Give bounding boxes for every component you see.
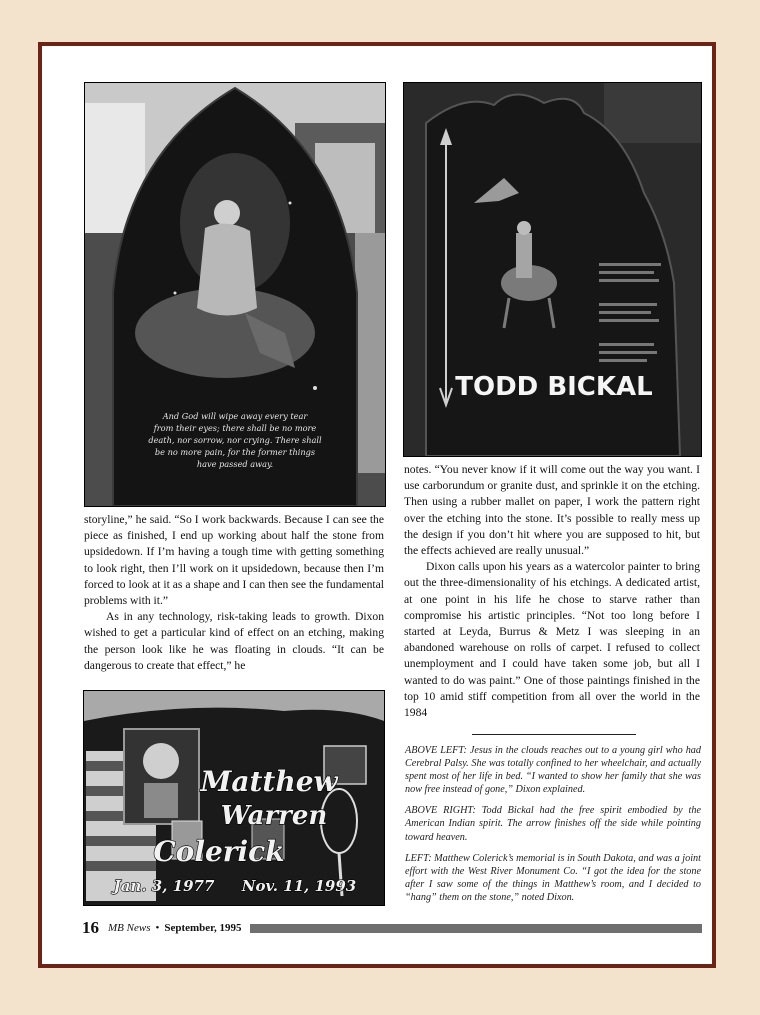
bickal-name-etching: TODD BICKAL — [455, 372, 653, 402]
caption-left: LEFT: Matthew Colerick’s memorial is in South Dakota, and was a joint effort with the West River Monument Co. “I got the idea for the stone after I saw some of the things in Matthew’s room, and I decided to “hang” them on the stone,” noted Dixon. — [405, 852, 701, 903]
publication-name: MB News — [108, 922, 151, 934]
caption-above-right: ABOVE RIGHT: Todd Bickal had the free spirit embodied by the American Indian spirit. The arrow finishes off the side while pointing toward heaven. — [405, 805, 701, 843]
footer-rule — [250, 924, 702, 933]
birth-date: Jan. 3, 1977 — [113, 877, 215, 895]
page-footer — [82, 918, 702, 938]
name-line-2: Warren — [220, 801, 328, 831]
name-line-3: Colerick — [153, 835, 285, 868]
article-paragraph: As in any technology, risk-taking leads to growth. Dixon wished to get a particular kind of effect on an etching, making the person look like he was floating in clouds. “It can be dangerous to create that effect,” he — [84, 610, 384, 672]
article-left-column — [84, 512, 384, 674]
article-paragraph: Dixon calls upon his years as a watercolor painter to bring out the three-dimensionality of his etchings. A dedicated artist, at one point in his life he chose to starve rather than compromise his artistic principles. “Not too long before I started at Leyda, Burrus & Metz I was sleeping in an abandoned warehouse on rolls of carpet. I refused to collect unemployment and I could have taken some job, but all I wanted to do was paint.” One of those paintings finished in the top 10 amid stiff competition from all over the world in the 1984 — [404, 560, 700, 720]
issue-date: September, 1995 — [164, 922, 242, 934]
photo-colerick-headstone — [83, 690, 385, 906]
jesus-headstone-image — [85, 83, 385, 506]
epitaph-line-2: from their eyes; there shall be no more — [153, 423, 317, 433]
photo-bickal-headstone — [403, 82, 702, 457]
epitaph-line-1: And God will wipe away every tear — [162, 411, 308, 421]
photo-jesus-headstone — [84, 82, 386, 507]
epitaph-line-4: be no more pain, for the former things — [154, 447, 316, 457]
article-paragraph: storyline,” he said. “So I work backwards. Because I can see the piece as finished, I end up working about half the stone from upsidedown. If I’m having a tough time with getting something to look right, then I’ll work on it upsidedown, because then I’m forced to look at it as a shape and I can then see the fundamental problems with it.” — [84, 513, 384, 608]
photo-captions — [405, 744, 701, 912]
epitaph-line-3: death, nor sorrow, nor crying. There shall — [148, 435, 322, 445]
colerick-headstone-image — [84, 691, 384, 905]
article-paragraph: notes. “You never know if it will come out the way you want. I use carborundum or granite dust, and sprinkle it on the etching. Then using a rubber mallet on paper, I work the pattern right over the etching into the stone. It’s possible to really mess up the design if you don’t hit where you are supposed to hit, but the effects achieved are really unusual.” — [404, 463, 700, 558]
epitaph-line-5: have passed away. — [196, 459, 274, 469]
caption-divider — [472, 734, 636, 735]
name-line-1: Matthew — [200, 765, 338, 798]
caption-above-left: ABOVE LEFT: Jesus in the clouds reaches out to a young girl who had Cerebral Palsy. She was totally confined to her wheelchair, and actually spent most of her life in bed. “I wanted to show her family that she was now free instead of gone,” Dixon explained. — [405, 745, 701, 796]
article-right-column — [404, 462, 700, 721]
death-date: Nov. 11, 1993 — [241, 877, 357, 895]
page-number: 16 — [82, 918, 99, 937]
footer-bullet: • — [155, 922, 160, 934]
bickal-headstone-image — [404, 83, 701, 456]
